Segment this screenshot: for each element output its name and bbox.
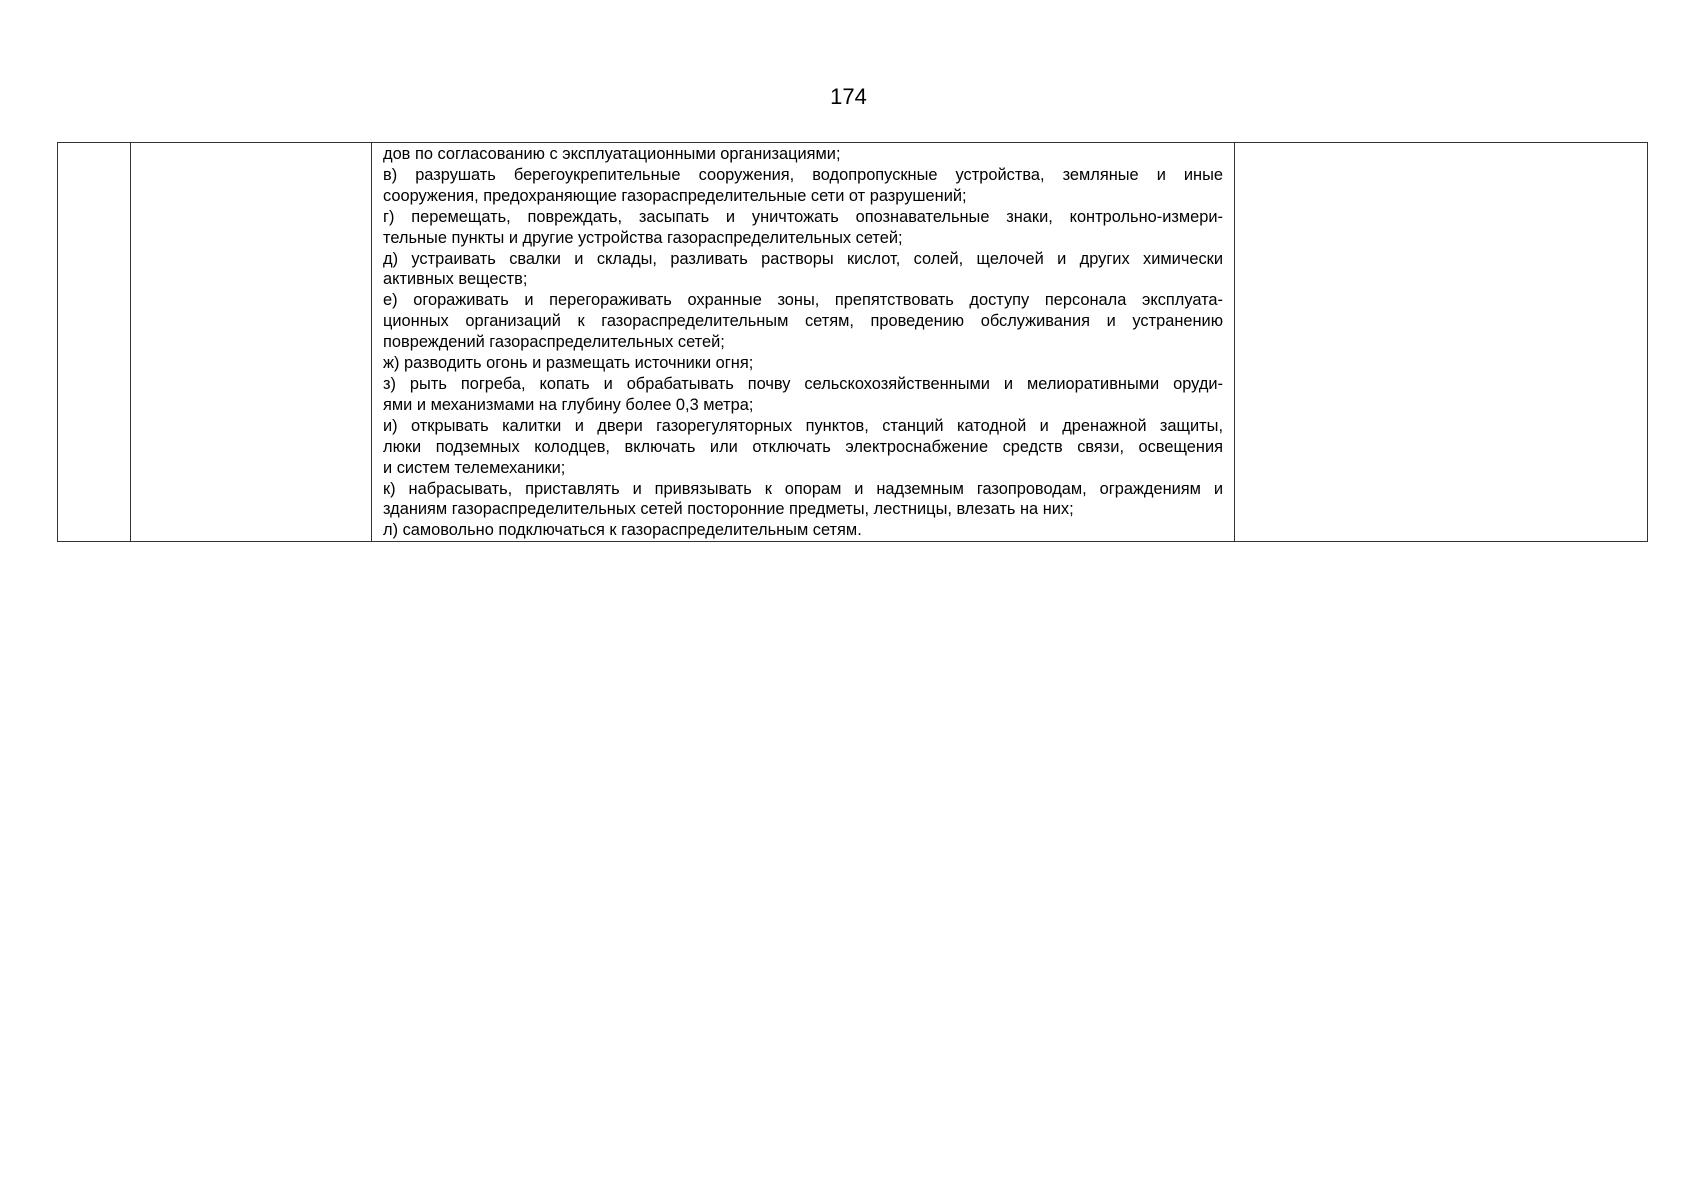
text-line: ями и механизмами на глубину более 0,3 метра; — [383, 395, 754, 414]
text-line: к) набрасывать, приставлять и привязывать к опорам и надземным газопроводам, ограждениям и — [383, 479, 1223, 498]
text-line: люки подземных колодцев, включать или отключать электроснабжение средств связи, освещения — [383, 437, 1223, 456]
table-cell-number — [58, 143, 131, 542]
text-line: тельные пункты и другие устройства газораспределительных сетей; — [383, 228, 903, 247]
text-line: и систем телемеханики; — [383, 458, 566, 477]
text-line: г) перемещать, повреждать, засыпать и уничтожать опознавательные знаки, контрольно-измери- — [383, 207, 1223, 226]
text-line: л) самовольно подключаться к газораспределительным сетям. — [383, 521, 862, 540]
text-line: повреждений газораспределительных сетей; — [383, 333, 725, 352]
text-line: дов по согласованию с эксплуатационными организациями; — [383, 145, 841, 163]
text-line: зданиям газораспределительных сетей посторонние предметы, лестницы, влезать на них; — [383, 500, 1074, 519]
table-cell-restrictions — [372, 143, 1235, 542]
text-line: и) открывать калитки и двери газорегуляторных пунктов, станций катодной и дренажной защиты, — [383, 416, 1223, 435]
text-line: ционных организаций к газораспределительным сетям, проведению обслуживания и устранению — [383, 312, 1223, 331]
text-line: з) рыть погреба, копать и обрабатывать почву сельскохозяйственными и мелиоративными оруди- — [383, 374, 1223, 393]
table-cell-object — [131, 143, 372, 542]
text-line: ж) разводить огонь и размещать источники огня; — [383, 354, 754, 373]
text-line: в) разрушать берегоукрепительные сооружения, водопропускные устройства, земляные и иные — [383, 165, 1223, 184]
text-line: е) огораживать и перегораживать охранные зоны, препятствовать доступу персонала эксплуата- — [383, 291, 1223, 310]
text-line: активных веществ; — [383, 270, 528, 289]
restrictions-text — [372, 143, 1234, 541]
table-row — [58, 143, 1648, 542]
document-table — [57, 142, 1648, 542]
text-line: сооружения, предохраняющие газораспределительные сети от разрушений; — [383, 186, 967, 205]
table-cell-notes — [1235, 143, 1648, 542]
page-number: 174 — [830, 84, 867, 109]
text-line: д) устраивать свалки и склады, разливать растворы кислот, солей, щелочей и других химически — [383, 249, 1223, 268]
